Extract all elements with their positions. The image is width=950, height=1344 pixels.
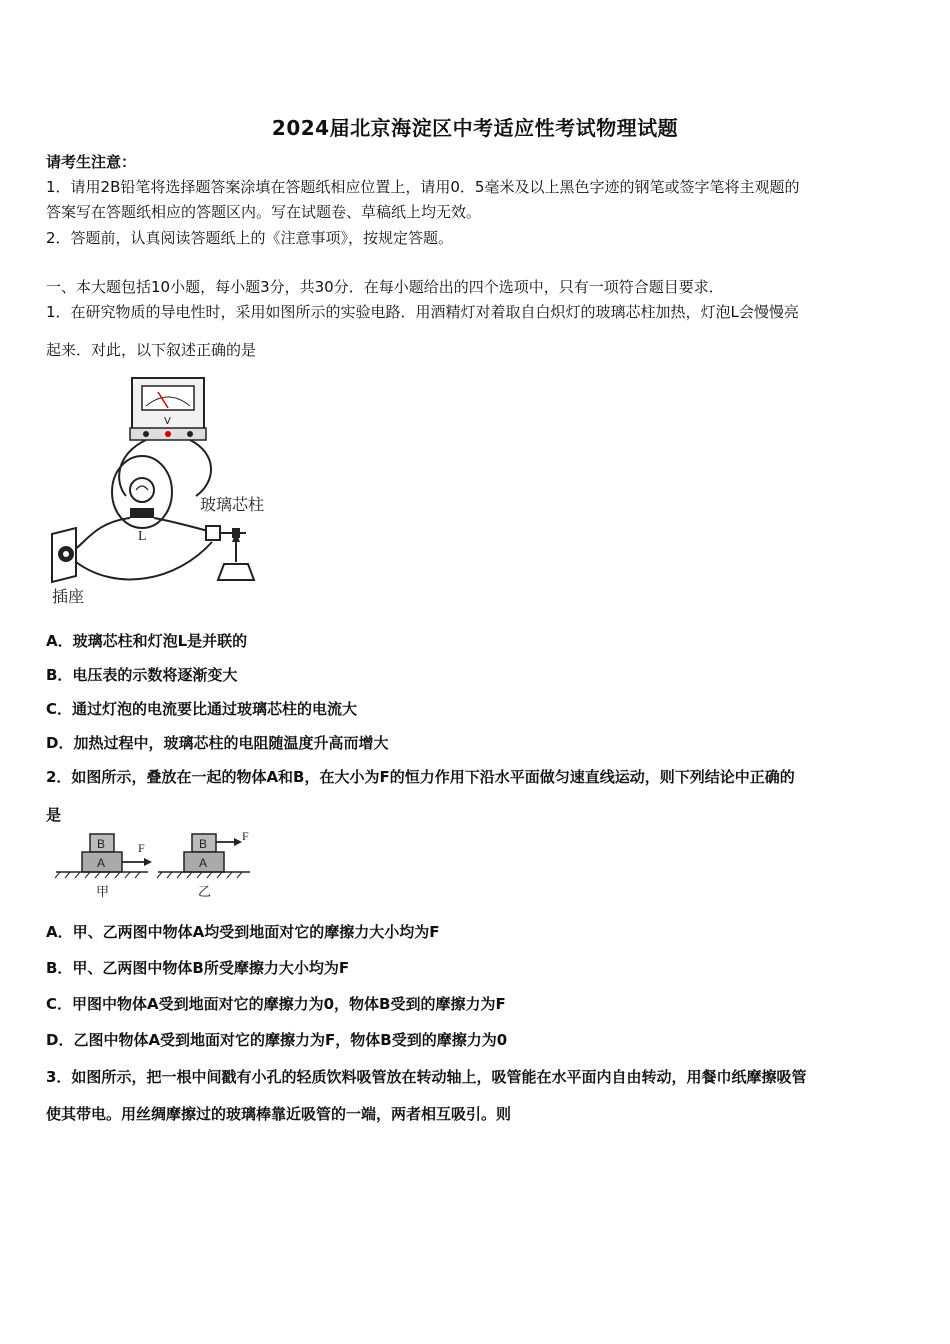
question-1-stem-line-2: 起来．对此，以下叙述正确的是: [46, 341, 257, 359]
question-2-figure: [54, 830, 254, 902]
glass-core-icon: [206, 526, 246, 540]
block-b-left-label: B: [97, 837, 106, 851]
force-arrow-left: [144, 858, 152, 866]
notice-heading: 请考生注意：: [46, 153, 137, 171]
question-3-stem-line-1: 3．如图所示，把一根中间戳有小孔的轻质饮料吸管放在转动轴上，吸管能在水平面内自由转动，用餐巾纸摩擦吸管: [46, 1068, 807, 1086]
question-2-option-d: D．乙图中物体A受到地面对它的摩擦力为F，物体B受到的摩擦力为0: [46, 1031, 508, 1049]
socket-label: 插座: [52, 587, 85, 606]
notice-item-2: 2．答题前，认真阅读答题纸上的《注意事项》，按规定答题。: [46, 229, 454, 247]
question-3-stem-line-2: 使其带电。用丝绸摩擦过的玻璃棒靠近吸管的一端，两者相互吸引。则: [46, 1105, 512, 1123]
notice-item-1-line-2: 答案写在答题纸相应的答题区内。写在试题卷、草稿纸上均无效。: [46, 203, 482, 221]
block-a-right-label: A: [199, 856, 208, 870]
block-b-right-label: B: [199, 837, 208, 851]
circuit-diagram: [46, 372, 306, 612]
lamp-icon: [112, 456, 172, 528]
notice-item-1-line-1: 1．请用2B铅笔将选择题答案涂填在答题纸相应位置上，请用0．5毫米及以上黑色字迹的钢笔或签字笔将主观题的: [46, 178, 800, 196]
alcohol-lamp-icon: [218, 532, 254, 580]
question-1-option-d: D．加热过程中，玻璃芯柱的电阻随温度升高而增大: [46, 734, 389, 752]
label-yi: 乙: [198, 885, 212, 900]
question-1-option-b: B．电压表的示数将逐渐变大: [46, 666, 238, 684]
glass-core-label: 玻璃芯柱: [200, 495, 265, 514]
voltmeter-icon: [130, 378, 206, 440]
question-2-option-a: A．甲、乙两图中物体A均受到地面对它的摩擦力大小均为F: [46, 923, 440, 941]
diagram-jia: [55, 834, 152, 900]
stacked-blocks-diagram: [54, 830, 254, 902]
page-title: 2024届北京海淀区中考适应性考试物理试题: [271, 116, 679, 140]
question-2-stem-line-1: 2．如图所示，叠放在一起的物体A和B，在大小为F的恒力作用下沿水平面做匀速直线运动，则下列结论中正确的: [46, 768, 795, 786]
question-1-figure: [46, 372, 306, 612]
socket-icon: [52, 528, 76, 582]
force-arrow-right: [234, 838, 242, 846]
question-2-option-c: C．甲图中物体A受到地面对它的摩擦力为0，物体B受到的摩擦力为F: [46, 995, 506, 1013]
force-label-right: F: [242, 830, 249, 843]
question-2-option-b: B．甲、乙两图中物体B所受摩擦力大小均为F: [46, 959, 350, 977]
label-jia: 甲: [96, 885, 110, 900]
block-a-left-label: A: [97, 856, 106, 870]
force-label-left: F: [138, 841, 145, 855]
diagram-yi: [157, 830, 250, 900]
lamp-label: L: [138, 529, 147, 544]
question-1-option-a: A．玻璃芯柱和灯泡L是并联的: [46, 632, 248, 650]
question-1-stem-line-1: 1．在研究物质的导电性时，采用如图所示的实验电路．用酒精灯对着取自白炽灯的玻璃芯柱加热，灯泡L会慢慢亮: [46, 303, 799, 321]
question-1-option-c: C．通过灯泡的电流要比通过玻璃芯柱的电流大: [46, 700, 358, 718]
question-2-stem-line-2: 是: [46, 806, 62, 824]
section-heading: 一、本大题包括10小题，每小题3分，共30分．在每小题给出的四个选项中，只有一项符合题目要求．: [46, 278, 724, 296]
meter-label: V: [164, 416, 171, 427]
